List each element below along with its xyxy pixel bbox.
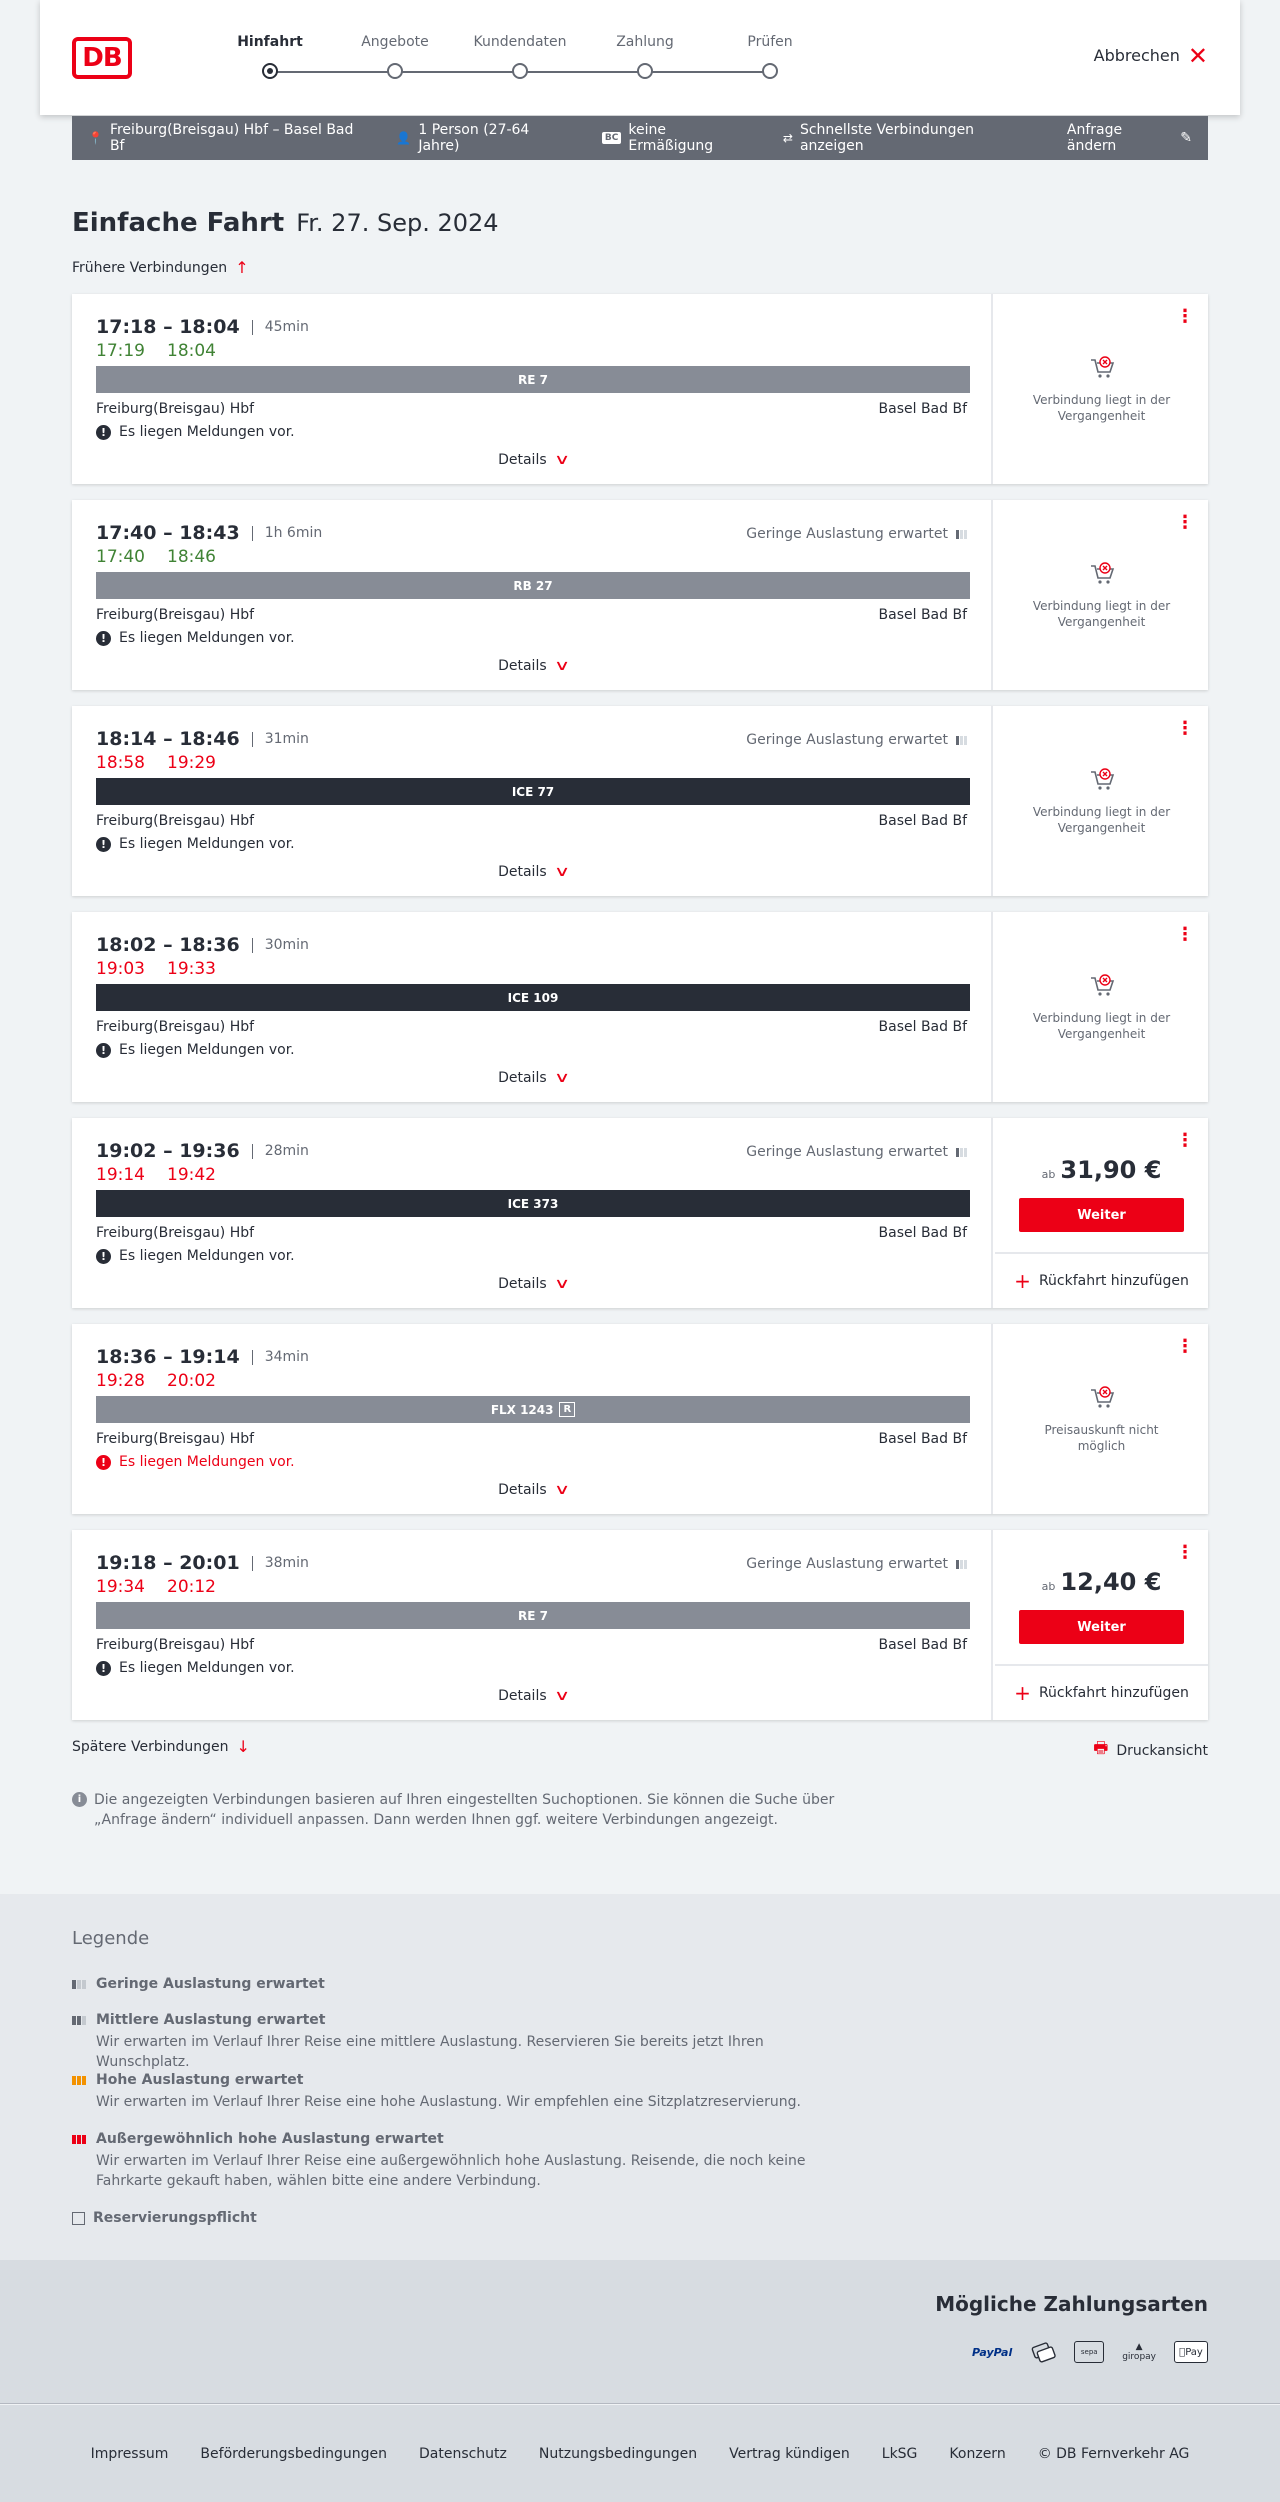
- footer-link-lksg[interactable]: LkSG: [881, 2445, 918, 2462]
- details-toggle[interactable]: Details ∨: [498, 658, 570, 674]
- more-options-icon[interactable]: ⋮: [1176, 1130, 1194, 1151]
- departure-station: Freiburg(Breisgau) Hbf: [96, 607, 255, 623]
- planned-times: 17:18 – 18:04 45min: [96, 316, 309, 338]
- low-occupancy-icon: [72, 1980, 88, 1989]
- apple-pay-icon: Pay: [1174, 2341, 1208, 2363]
- connection-card[interactable]: [72, 706, 1208, 896]
- reservation-required-icon: [72, 2212, 85, 2225]
- chevron-down-icon: ∨: [553, 1688, 570, 1704]
- details-toggle[interactable]: Details ∨: [498, 452, 570, 468]
- chevron-down-icon: ∨: [553, 1482, 570, 1498]
- separator: [252, 1144, 253, 1159]
- more-options-icon[interactable]: ⋮: [1176, 924, 1194, 945]
- giropay-mark: ▲: [1135, 2342, 1143, 2352]
- step-zahlung[interactable]: Zahlung: [585, 34, 705, 50]
- step-dot: [762, 63, 778, 79]
- cart-unavailable-icon: [1088, 560, 1116, 588]
- notice-message: ! Es liegen Meldungen vor.: [96, 1042, 295, 1058]
- separator: [252, 1556, 253, 1571]
- realtime-times: 19:34 20:12: [96, 1577, 216, 1597]
- planned-times: 18:14 – 18:46 31min: [96, 728, 309, 750]
- mode-info: ⇄ Schnellste Verbindungen anzeigen: [782, 122, 975, 154]
- footer-link-nutzung[interactable]: Nutzungsbedingungen: [538, 2445, 698, 2462]
- duration: 34min: [264, 1349, 309, 1365]
- separator: [252, 938, 253, 953]
- footer-link-impressum[interactable]: Impressum: [90, 2445, 169, 2462]
- earlier-connections-link[interactable]: Frühere Verbindungen ↑: [72, 258, 249, 277]
- duration: 38min: [264, 1555, 309, 1571]
- separator: [252, 1350, 253, 1365]
- train-bar: ICE 109: [96, 984, 970, 1011]
- plus-icon: +: [1014, 1269, 1031, 1293]
- chevron-down-icon: ∨: [553, 658, 570, 674]
- reservation-badge-icon: R: [559, 1402, 575, 1417]
- exclamation-icon: !: [96, 837, 111, 852]
- connection-main[interactable]: [72, 500, 993, 690]
- arrow-down-icon: ↓: [236, 1737, 250, 1756]
- connection-main[interactable]: [72, 912, 993, 1102]
- booking-stepper: [210, 34, 793, 84]
- info-note: i Die angezeigten Verbindungen basieren auf Ihren eingestellten Suchoptionen. Sie können die Suche über „Anfrage ändern“ individuell anpassen. Dann werden Ihnen ggf. weitere Verbindungen angezeigt.: [72, 1790, 852, 1830]
- notice-message: ! Es liegen Meldungen vor.: [96, 1454, 295, 1470]
- connection-card[interactable]: [72, 1530, 1208, 1720]
- train-bar: ICE 77: [96, 778, 970, 805]
- connection-card[interactable]: [72, 1324, 1208, 1514]
- step-pruefen[interactable]: Prüfen: [710, 34, 830, 50]
- print-view-link[interactable]: 🖶 Druckansicht: [1093, 1737, 1208, 1764]
- realtime-times: 18:58 19:29: [96, 753, 216, 773]
- arrival-station: Basel Bad Bf: [878, 1019, 967, 1035]
- payment-logos: [972, 2338, 1208, 2366]
- page-title: Einfache Fahrt Fr. 27. Sep. 2024: [72, 208, 499, 238]
- details-toggle[interactable]: Details ∨: [498, 864, 570, 880]
- train-bar: RB 27: [96, 572, 970, 599]
- more-options-icon[interactable]: ⋮: [1176, 718, 1194, 739]
- cancel-button[interactable]: Abbrechen ✕: [1093, 41, 1208, 70]
- header: [40, 0, 1240, 115]
- separator: [252, 732, 253, 747]
- low-occupancy-icon: [956, 1148, 967, 1157]
- notice-message: ! Es liegen Meldungen vor.: [96, 836, 295, 852]
- cart-unavailable-icon: [1088, 766, 1116, 794]
- exclamation-icon: !: [96, 1043, 111, 1058]
- offer-panel: [995, 1118, 1208, 1308]
- later-connections-link[interactable]: Spätere Verbindungen ↓: [72, 1737, 250, 1756]
- price: ab 31,90 €: [1041, 1156, 1162, 1184]
- duration: 30min: [264, 937, 309, 953]
- info-icon: i: [72, 1792, 87, 1807]
- connection-card[interactable]: [72, 294, 1208, 484]
- occupancy-info: Geringe Auslastung erwartet: [746, 1556, 967, 1572]
- exclamation-icon: !: [96, 1661, 111, 1676]
- connection-main[interactable]: [72, 1530, 993, 1720]
- location-pin-icon: 📍: [88, 131, 103, 145]
- arrival-station: Basel Bad Bf: [878, 401, 967, 417]
- arrow-up-icon: ↑: [235, 258, 249, 277]
- paypal-icon: PayPal: [972, 2345, 1013, 2359]
- person-icon: 👤: [396, 131, 412, 145]
- price: ab 12,40 €: [1041, 1568, 1162, 1596]
- low-occupancy-icon: [956, 530, 967, 539]
- low-occupancy-icon: [956, 1560, 967, 1569]
- offer-panel: [995, 294, 1208, 484]
- footer-link-befoerderung[interactable]: Beförderungsbedingungen: [200, 2445, 387, 2462]
- unavailable-note: Verbindung liegt in der Vergangenheit: [995, 560, 1208, 630]
- separator: [252, 320, 253, 335]
- exclamation-icon: !: [96, 425, 111, 440]
- high-occupancy-icon: [72, 2076, 88, 2085]
- chevron-down-icon: ∨: [553, 1070, 570, 1086]
- cart-unavailable-icon: [1088, 972, 1116, 1000]
- legend-item-very-high: Außergewöhnlich hohe Auslastung erwartet Wir erwarten im Verlauf Ihrer Reise eine außergewöhnlich hohe Auslastung. Reisende, die noch keine Fahrkarte gekauft haben, wählen bitte eine andere Verbindung.: [72, 2131, 852, 2191]
- connection-card[interactable]: [72, 912, 1208, 1102]
- close-icon: ✕: [1187, 41, 1208, 70]
- realtime-times: 17:40 18:46: [96, 547, 216, 567]
- connection-main[interactable]: [72, 1118, 993, 1308]
- departure-station: Freiburg(Breisgau) Hbf: [96, 1637, 255, 1653]
- more-options-icon[interactable]: ⋮: [1176, 1542, 1194, 1563]
- arrival-station: Basel Bad Bf: [878, 1431, 967, 1447]
- exclamation-icon: !: [96, 1455, 111, 1470]
- offer-panel: [995, 706, 1208, 896]
- separator: [252, 526, 253, 541]
- discount-info: BC keine Ermäßigung: [602, 122, 751, 154]
- details-toggle[interactable]: Details ∨: [498, 1688, 570, 1704]
- legend-section: [0, 1894, 1280, 2260]
- swap-arrows-icon: ⇄: [782, 131, 793, 145]
- departure-station: Freiburg(Breisgau) Hbf: [96, 1431, 255, 1447]
- occupancy-info: Geringe Auslastung erwartet: [746, 732, 967, 748]
- more-options-icon[interactable]: ⋮: [1176, 512, 1194, 533]
- plus-icon: +: [1014, 1681, 1031, 1705]
- step-dot-active: [262, 63, 278, 79]
- edit-query-button[interactable]: Anfrage ändern ✎: [1066, 122, 1192, 154]
- duration: 31min: [264, 731, 309, 747]
- unavailable-note: Verbindung liegt in der Vergangenheit: [995, 354, 1208, 424]
- step-hinfahrt[interactable]: Hinfahrt: [210, 34, 330, 50]
- travel-date: Fr. 27. Sep. 2024: [296, 209, 499, 237]
- notice-message: ! Es liegen Meldungen vor.: [96, 424, 295, 440]
- continue-button[interactable]: Weiter: [1019, 1198, 1184, 1232]
- realtime-times: 19:28 20:02: [96, 1371, 216, 1391]
- unavailable-note: Preisauskunft nicht möglich: [995, 1384, 1208, 1454]
- departure-station: Freiburg(Breisgau) Hbf: [96, 1225, 255, 1241]
- train-bar: FLX 1243 R: [96, 1396, 970, 1423]
- very-high-occupancy-icon: [72, 2135, 88, 2144]
- db-logo[interactable]: DB: [72, 37, 132, 79]
- more-options-icon[interactable]: ⋮: [1176, 306, 1194, 327]
- add-return-button[interactable]: + Rückfahrt hinzufügen: [995, 1252, 1208, 1308]
- unavailable-note: Verbindung liegt in der Vergangenheit: [995, 972, 1208, 1042]
- realtime-times: 19:14 19:42: [96, 1165, 216, 1185]
- connection-card[interactable]: [72, 1118, 1208, 1308]
- planned-times: 18:02 – 18:36 30min: [96, 934, 309, 956]
- search-summary-bar: [72, 116, 1208, 160]
- giropay-icon: ▲ giropay: [1122, 2342, 1156, 2362]
- step-angebote[interactable]: Angebote: [335, 34, 455, 50]
- step-dot: [387, 63, 403, 79]
- offer-panel: [995, 500, 1208, 690]
- planned-times: 19:02 – 19:36 28min: [96, 1140, 309, 1162]
- realtime-times: 17:19 18:04: [96, 341, 216, 361]
- step-kundendaten[interactable]: Kundendaten: [460, 34, 580, 50]
- details-toggle[interactable]: Details ∨: [498, 1482, 570, 1498]
- connection-card[interactable]: [72, 500, 1208, 690]
- arrival-station: Basel Bad Bf: [878, 1637, 967, 1653]
- sepa-icon: sepa: [1074, 2341, 1104, 2363]
- train-bar: RE 7: [96, 366, 970, 393]
- legend-item-reservation: Reservierungspflicht: [72, 2210, 257, 2226]
- route-info: 📍 Freiburg(Breisgau) Hbf – Basel Bad Bf: [88, 122, 354, 154]
- legend-title: Legende: [72, 1928, 150, 1949]
- legend-item-medium: Mittlere Auslastung erwartet Wir erwarten im Verlauf Ihrer Reise eine mittlere Auslastung. Reservieren Sie bereits jetzt Ihren Wunschplatz.: [72, 2012, 852, 2072]
- medium-occupancy-icon: [72, 2016, 88, 2025]
- cart-unavailable-icon: [1088, 1384, 1116, 1412]
- add-return-button[interactable]: + Rückfahrt hinzufügen: [995, 1664, 1208, 1720]
- duration: 1h 6min: [264, 525, 323, 541]
- details-toggle[interactable]: Details ∨: [498, 1276, 570, 1292]
- notice-message: ! Es liegen Meldungen vor.: [96, 630, 295, 646]
- chevron-down-icon: ∨: [553, 864, 570, 880]
- train-bar: RE 7: [96, 1602, 970, 1629]
- occupancy-info: Geringe Auslastung erwartet: [746, 1144, 967, 1160]
- unavailable-note: Verbindung liegt in der Vergangenheit: [995, 766, 1208, 836]
- step-dot: [512, 63, 528, 79]
- duration: 45min: [264, 319, 309, 335]
- legend-item-high: Hohe Auslastung erwartet Wir erwarten im Verlauf Ihrer Reise eine hohe Auslastung. Wir empfehlen eine Sitzplatzreservierung.: [72, 2072, 852, 2112]
- planned-times: 19:18 – 20:01 38min: [96, 1552, 309, 1574]
- more-options-icon[interactable]: ⋮: [1176, 1336, 1194, 1357]
- legend-item-low: Geringe Auslastung erwartet: [72, 1976, 325, 1992]
- payment-methods-section: [0, 2260, 1280, 2404]
- footer-link-kuendigen[interactable]: Vertrag kündigen: [729, 2445, 850, 2462]
- departure-station: Freiburg(Breisgau) Hbf: [96, 1019, 255, 1035]
- continue-button[interactable]: Weiter: [1019, 1610, 1184, 1644]
- footer-link-konzern[interactable]: Konzern: [949, 2445, 1006, 2462]
- footer: [0, 2405, 1280, 2502]
- connection-main[interactable]: [72, 1324, 993, 1514]
- offer-panel: [995, 912, 1208, 1102]
- arrival-station: Basel Bad Bf: [878, 1225, 967, 1241]
- offer-panel: [995, 1324, 1208, 1514]
- departure-station: Freiburg(Breisgau) Hbf: [96, 813, 255, 829]
- offer-panel: [995, 1530, 1208, 1720]
- chevron-down-icon: ∨: [553, 452, 570, 468]
- low-occupancy-icon: [956, 736, 967, 745]
- footer-link-datenschutz[interactable]: Datenschutz: [418, 2445, 507, 2462]
- duration: 28min: [264, 1143, 309, 1159]
- planned-times: 17:40 – 18:43 1h 6min: [96, 522, 323, 544]
- departure-station: Freiburg(Breisgau) Hbf: [96, 401, 255, 417]
- bahncard-icon: BC: [602, 132, 621, 144]
- details-toggle[interactable]: Details ∨: [498, 1070, 570, 1086]
- connection-main[interactable]: [72, 706, 993, 896]
- arrival-station: Basel Bad Bf: [878, 607, 967, 623]
- cart-unavailable-icon: [1088, 354, 1116, 382]
- exclamation-icon: !: [96, 1249, 111, 1264]
- step-dot: [637, 63, 653, 79]
- occupancy-info: Geringe Auslastung erwartet: [746, 526, 967, 542]
- notice-message: ! Es liegen Meldungen vor.: [96, 1248, 295, 1264]
- footer-copyright: © DB Fernverkehr AG: [1037, 2445, 1190, 2462]
- connection-main[interactable]: [72, 294, 993, 484]
- chevron-down-icon: ∨: [553, 1276, 570, 1292]
- notice-message: ! Es liegen Meldungen vor.: [96, 1660, 295, 1676]
- arrival-station: Basel Bad Bf: [878, 813, 967, 829]
- planned-times: 18:36 – 19:14 34min: [96, 1346, 309, 1368]
- printer-icon: 🖶: [1093, 1738, 1109, 1757]
- pencil-icon: ✎: [1180, 130, 1192, 146]
- payment-title: Mögliche Zahlungsarten: [935, 2292, 1208, 2316]
- realtime-times: 19:03 19:33: [96, 959, 216, 979]
- exclamation-icon: !: [96, 631, 111, 646]
- persons-info: 👤 1 Person (27-64 Jahre): [396, 122, 530, 154]
- train-bar: ICE 373: [96, 1190, 970, 1217]
- credit-card-icon: [1030, 2338, 1056, 2366]
